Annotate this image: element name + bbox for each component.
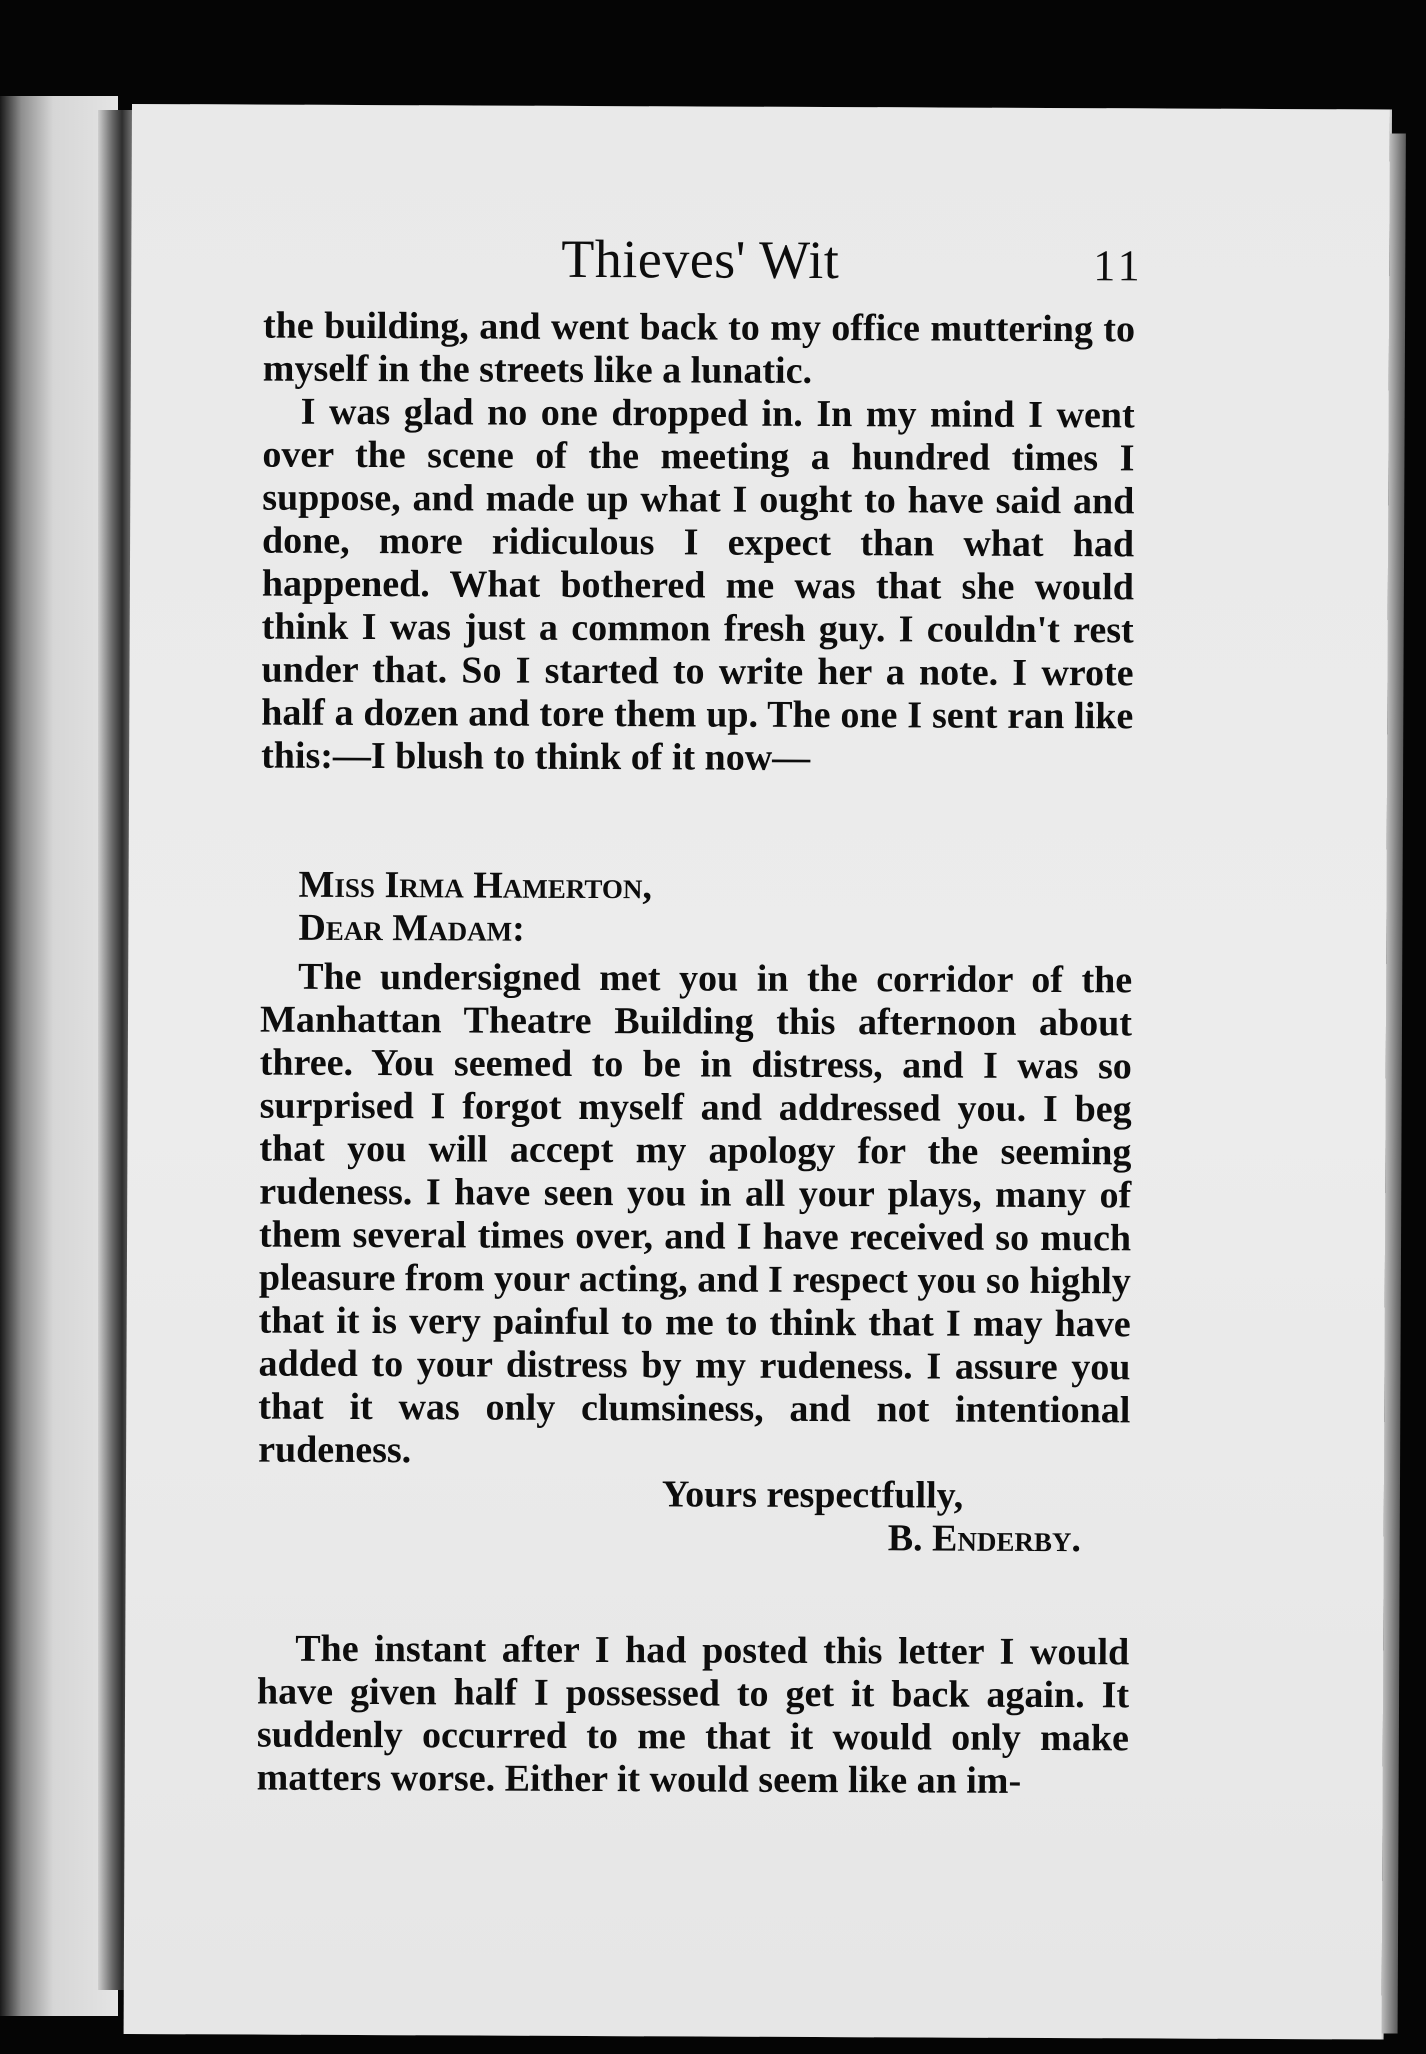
paragraph: I was glad no one dropped in. In my mind I went over the scene of the meeting a hundred times I suppose, and made up what I ought to have said and done, more ridiculous I expect than what had happened. What bothered me was that she would think I was just a common fresh guy. I couldn't rest under that. So I started to write her a note. I wrote half a dozen and tore them up. The one I sent ran like this:—I blush to think of it now— xyxy=(261,390,1135,779)
running-head xyxy=(131,226,1389,301)
letter-salutation: Dear Madam: xyxy=(298,906,525,950)
letter-body: The undersigned met you in the corridor of the Manhattan Theatre Building this afternoon about three. You seemed to be in distress, and I was so surprised I forgot myself and addressed you. I beg that you will accept my apology for the seeming rudeness. I have seen you in all your plays, many of them several times over, and I have received so much pleasure from your acting, and I respect you so highly that it is very painful to me to think that I may have added to your distress by my rudeness. I assure you that it was only clumsiness, and not intentional rudeness. xyxy=(258,955,1133,1472)
page-edge-shadow xyxy=(1382,133,1406,2033)
paragraph-after-letter: The instant after I had posted this letter I would have given half I possessed to get it back again. It suddenly occurred to me that it would only make matters worse. Either it would seem like an im- xyxy=(256,1627,1130,1802)
letter xyxy=(258,864,1133,1562)
letter-recipient: Miss Irma Hamerton, xyxy=(298,863,652,908)
page-body xyxy=(257,305,1136,1804)
letter-signature: B. Enderby. xyxy=(887,1517,1082,1561)
paragraph-continued: the building, and went back to my office muttering to myself in the streets like a lunatic. xyxy=(262,304,1136,392)
page-number: 11 xyxy=(1093,241,1144,291)
letter-closing: Yours respectfully, xyxy=(661,1473,964,1517)
book-page xyxy=(124,104,1390,2039)
running-title: Thieves' Wit xyxy=(561,228,840,291)
